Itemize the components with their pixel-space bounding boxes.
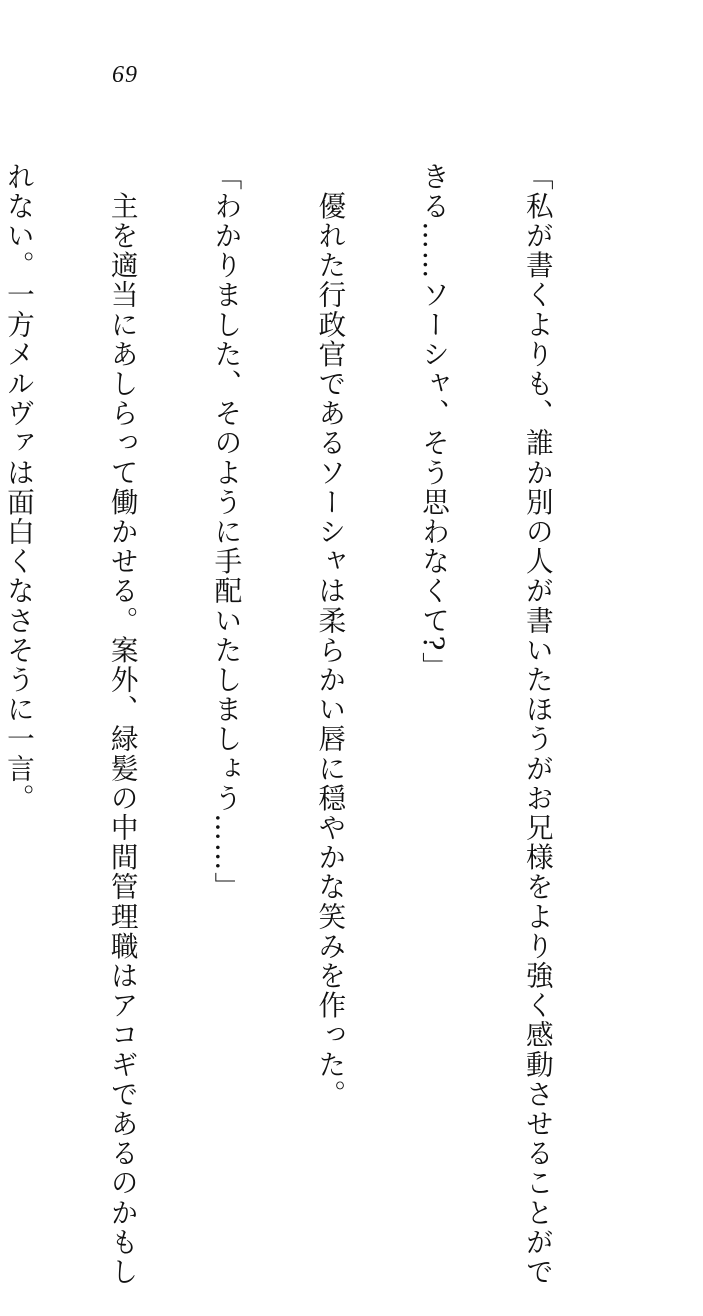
page-number: 69 bbox=[112, 62, 138, 88]
text-line: 「私が書くよりも、誰か別の人が書いたほうがお兄様をより強く感動させることがで bbox=[520, 162, 554, 1287]
body-text bbox=[0, 162, 623, 1287]
text-line: きる……ソーシャ、そう思わなくて?」 bbox=[417, 162, 451, 682]
text-line: れない。一方メルヴァは面白くなさそうに一言。 bbox=[1, 162, 35, 814]
text-line: 主を適当にあしらって働かせる。案外、緑髪の中間管理職はアコギであるのかもし bbox=[105, 162, 139, 1287]
text-line: 優れた行政官であるソーシャは柔らかい唇に穏やかな笑みを作った。 bbox=[313, 162, 347, 1110]
text-line: 「わかりました、そのように手配いたしましょう……」 bbox=[209, 162, 243, 902]
